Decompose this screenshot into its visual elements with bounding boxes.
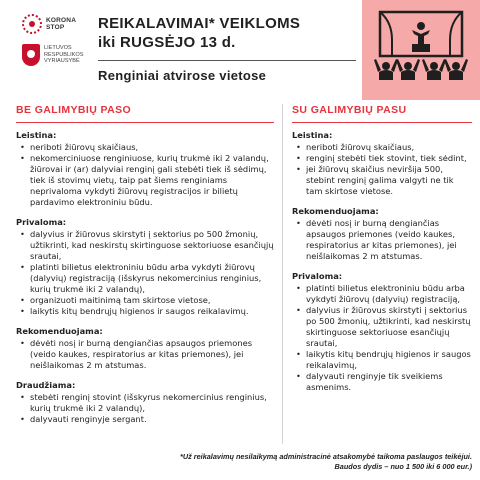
requirement-list [292, 218, 472, 262]
list-item: • organizuoti maitinimą tam skirtose vietose, [18, 295, 274, 306]
list-item: • platinti bilietus elektroniniu būdu arba vykdyti žiūrovų (dalyvių) registraciją, [294, 283, 472, 305]
page-title-date: iki RUGSĖJO 13 d. [98, 34, 236, 51]
footnote-line: *Už reikalavimų nesilaikymą administracinė atsakomybė taikoma paslaugos teikėjui. [179, 452, 472, 461]
requirement-list [292, 142, 472, 197]
footnote-line: Baudos dydis – nuo 1 500 iki 6 000 eur.) [334, 461, 472, 471]
korona-stop-word: KORONA [46, 17, 77, 24]
section-heading: Privaloma: [292, 271, 343, 281]
list-item: • dalyvius ir žiūrovus skirstyti į sektorius po 500 žmonių, užtikrinti, kad neskirstų skirtinguose sektoriuose esančiųjų srautai, [18, 229, 274, 262]
section-heading: Leistina: [292, 130, 333, 140]
list-item: • dėvėti nosį ir burną dengiančias apsaugos priemones (veido kaukes, respiratorius ar kitas priemones), jei neišlaikomas 2 m atstumas. [294, 218, 472, 262]
section-heading: Rekomenduojama: [16, 326, 103, 336]
footnote [72, 452, 472, 471]
right-column-title: SU GALIMYBIŲ PASU [292, 104, 407, 116]
korona-stop-icon [22, 14, 42, 34]
header [0, 0, 480, 100]
column-divider [282, 104, 283, 444]
title-block [98, 14, 358, 83]
list-item: • laikytis kitų bendrųjų higienos ir saugos reikalavimų, [294, 349, 472, 371]
section-heading: Rekomenduojama: [292, 206, 379, 216]
list-item: • renginį stebėti tiek stovint, tiek sėdint, [294, 153, 472, 164]
requirement-list [16, 229, 274, 317]
right-column-rule [292, 122, 472, 123]
logos [22, 14, 92, 76]
korona-stop-word: STOP [46, 24, 65, 31]
government-word: VYRIAUSYBĖ [44, 58, 80, 65]
list-item: • neriboti žiūrovų skaičiaus, [294, 142, 472, 153]
list-item: • dalyvauti renginyje sergant. [18, 414, 274, 425]
government-word: RESPUBLIKOS [44, 51, 84, 58]
right-column [292, 130, 472, 393]
left-column-rule [16, 122, 274, 123]
left-column-title: BE GALIMYBIŲ PASO [16, 104, 132, 116]
left-column [16, 130, 274, 425]
korona-stop-text [46, 17, 76, 31]
government-text [44, 45, 83, 65]
list-item: • nekomerciniuose renginiuose, kurių trukmė iki 2 valandų, žiūrovai ir (ar) dalyviai renginį gali stebėti tiek iš sėdimų, tiek iš stovimų vietų, taip pat šiems renginiams neprivaloma vykdyti žiūrovų registracijos ir bilietų pardavimo elektroniniu būdu. [18, 153, 274, 208]
list-item: • dėvėti nosį ir burną dengiančias apsaugos priemones (veido kaukes, respiratorius ar kitas priemones), jei neišlaikomas 2 m atstumas. [18, 338, 274, 371]
requirement-list [16, 142, 274, 208]
section-heading: Leistina: [16, 130, 57, 140]
section-heading: Privaloma: [16, 217, 67, 227]
list-item: • stebėti renginį stovint (išskyrus nekomercinius renginius, kurių trukmė iki 2 valandų), [18, 392, 274, 414]
list-item: • dalyvius ir žiūrovus skirstyti į sektorius po 500 žmonių, užtikrinti, kad neskirstų skirtinguose sektoriuose esančiųjų srautai, [294, 305, 472, 349]
list-item: • laikytis kitų bendrųjų higienos ir saugos reikalavimų. [18, 306, 274, 317]
requirement-list [292, 283, 472, 393]
stage-audience-illustration [362, 0, 480, 100]
list-item: • jei žiūrovų skaičius neviršija 500, stebint renginį galima valgyti ne tik tam skirtose vietose. [294, 164, 472, 197]
stage-audience-icon [362, 0, 480, 100]
page-subtitle: Renginiai atvirose vietose [98, 68, 267, 83]
requirement-list [16, 392, 274, 425]
list-item: • dalyvauti renginyje tik sveikiems asmenims. [294, 371, 472, 393]
requirement-list [16, 338, 274, 371]
title-divider [98, 60, 356, 61]
section-heading: Draudžiama: [16, 380, 76, 390]
page-title: REIKALAVIMAI* VEIKLOMS [98, 15, 301, 32]
list-item: • platinti bilietus elektroniniu būdu arba vykdyti žiūrovų (dalyvių) registraciją (išskyrus nekomercinius renginius, kurių trukmė iki 2 valandų), [18, 262, 274, 295]
korona-stop-logo [22, 14, 92, 34]
coat-of-arms-icon [22, 44, 40, 66]
government-word: LIETUVOS [44, 45, 72, 52]
government-logo [22, 44, 92, 66]
list-item: • neriboti žiūrovų skaičiaus, [18, 142, 274, 153]
